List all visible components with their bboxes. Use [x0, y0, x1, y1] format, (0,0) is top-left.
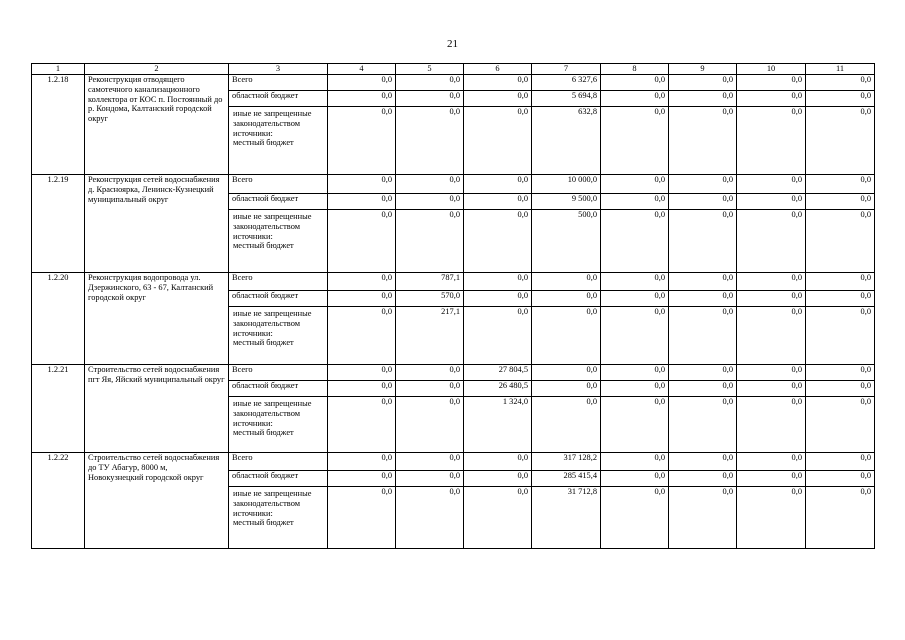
amount-cell: 0,0 [737, 107, 806, 175]
amount-cell: 0,0 [464, 471, 532, 487]
local-budget-label: местный бюджет [233, 241, 294, 251]
amount-cell: 0,0 [601, 487, 669, 549]
amount-cell: 0,0 [601, 210, 669, 273]
amount-cell: 787,1 [396, 273, 464, 291]
local-budget-label: местный бюджет [233, 138, 294, 148]
amount-cell: 0,0 [328, 381, 396, 397]
funding-total-label: Всего [229, 453, 328, 471]
funding-total-label: Всего [229, 273, 328, 291]
item-code: 1.2.21 [32, 365, 85, 453]
amount-cell: 0,0 [601, 307, 669, 365]
regional-budget-label: областной бюджет [229, 291, 328, 307]
amount-cell: 0,0 [737, 365, 806, 381]
amount-cell: 0,0 [328, 487, 396, 549]
amount-cell: 0,0 [806, 75, 875, 91]
item-name: Строительство сетей водоснабжения до ТУ Абагур, 8000 м, Новокузнецкий городской округ [85, 453, 229, 549]
amount-cell: 0,0 [669, 365, 737, 381]
amount-cell: 1 324,0 [464, 397, 532, 453]
item-code: 1.2.18 [32, 75, 85, 175]
amount-cell: 0,0 [532, 273, 601, 291]
amount-cell: 317 128,2 [532, 453, 601, 471]
amount-cell: 0,0 [601, 194, 669, 210]
amount-cell: 0,0 [328, 107, 396, 175]
amount-cell: 0,0 [396, 381, 464, 397]
amount-cell: 0,0 [669, 91, 737, 107]
item-code: 1.2.22 [32, 453, 85, 549]
amount-cell: 0,0 [669, 194, 737, 210]
amount-cell: 0,0 [396, 75, 464, 91]
amount-cell: 0,0 [464, 307, 532, 365]
amount-cell: 0,0 [669, 291, 737, 307]
amount-cell: 0,0 [737, 210, 806, 273]
amount-cell: 31 712,8 [532, 487, 601, 549]
amount-cell: 0,0 [806, 307, 875, 365]
amount-cell: 0,0 [464, 91, 532, 107]
other-sources-label: иные не запрещенные законодательством источники: [233, 212, 312, 241]
amount-cell: 0,0 [601, 471, 669, 487]
amount-cell: 0,0 [464, 194, 532, 210]
amount-cell: 0,0 [737, 194, 806, 210]
amount-cell: 285 415,4 [532, 471, 601, 487]
amount-cell: 0,0 [669, 307, 737, 365]
amount-cell: 0,0 [806, 107, 875, 175]
amount-cell: 0,0 [737, 453, 806, 471]
amount-cell: 0,0 [669, 471, 737, 487]
amount-cell: 0,0 [669, 453, 737, 471]
column-number: 7 [532, 64, 601, 75]
item-name: Реконструкция сетей водоснабжения д. Красноярка, Ленинск-Кузнецкий муниципальный округ [85, 175, 229, 273]
amount-cell: 0,0 [396, 365, 464, 381]
amount-cell: 0,0 [806, 365, 875, 381]
amount-cell: 0,0 [601, 365, 669, 381]
amount-cell: 0,0 [532, 397, 601, 453]
amount-cell: 0,0 [737, 273, 806, 291]
other-sources-label: иные не запрещенные законодательством источники: [233, 309, 312, 338]
amount-cell: 0,0 [737, 487, 806, 549]
amount-cell: 0,0 [806, 291, 875, 307]
regional-budget-label: областной бюджет [229, 194, 328, 210]
amount-cell: 0,0 [328, 210, 396, 273]
column-number: 6 [464, 64, 532, 75]
amount-cell: 10 000,0 [532, 175, 601, 194]
amount-cell: 0,0 [806, 471, 875, 487]
amount-cell: 0,0 [737, 175, 806, 194]
table-row [32, 365, 875, 381]
amount-cell: 0,0 [601, 397, 669, 453]
amount-cell: 0,0 [601, 75, 669, 91]
amount-cell: 0,0 [328, 365, 396, 381]
page-number: 21 [447, 38, 458, 50]
table-row [32, 453, 875, 471]
amount-cell: 0,0 [669, 397, 737, 453]
amount-cell: 217,1 [396, 307, 464, 365]
column-number: 5 [396, 64, 464, 75]
column-number: 10 [737, 64, 806, 75]
amount-cell: 0,0 [328, 291, 396, 307]
amount-cell: 0,0 [328, 91, 396, 107]
amount-cell: 0,0 [328, 194, 396, 210]
amount-cell: 0,0 [601, 381, 669, 397]
amount-cell: 0,0 [396, 471, 464, 487]
amount-cell: 0,0 [464, 453, 532, 471]
other-sources-label: иные не запрещенные законодательством источники: [233, 399, 312, 428]
amount-cell: 0,0 [669, 175, 737, 194]
amount-cell: 0,0 [464, 75, 532, 91]
amount-cell: 0,0 [737, 397, 806, 453]
item-code: 1.2.20 [32, 273, 85, 365]
amount-cell: 0,0 [669, 487, 737, 549]
amount-cell: 6 327,6 [532, 75, 601, 91]
local-budget-label: местный бюджет [233, 518, 294, 528]
amount-cell: 0,0 [669, 210, 737, 273]
amount-cell: 5 694,8 [532, 91, 601, 107]
funding-source-other-local [229, 307, 328, 365]
amount-cell: 0,0 [737, 91, 806, 107]
amount-cell: 0,0 [806, 273, 875, 291]
local-budget-label: местный бюджет [233, 428, 294, 438]
amount-cell: 0,0 [396, 487, 464, 549]
amount-cell: 0,0 [396, 175, 464, 194]
amount-cell: 0,0 [396, 397, 464, 453]
column-number-row [32, 64, 875, 75]
amount-cell: 0,0 [737, 471, 806, 487]
amount-cell: 0,0 [328, 453, 396, 471]
column-number: 1 [32, 64, 85, 75]
amount-cell: 0,0 [464, 107, 532, 175]
amount-cell: 0,0 [806, 453, 875, 471]
table-body [32, 64, 875, 549]
amount-cell: 0,0 [464, 210, 532, 273]
funding-source-other-local [229, 210, 328, 273]
column-number: 11 [806, 64, 875, 75]
other-sources-label: иные не запрещенные законодательством источники: [233, 489, 312, 518]
table-row [32, 75, 875, 91]
amount-cell: 0,0 [601, 91, 669, 107]
amount-cell: 0,0 [806, 487, 875, 549]
amount-cell: 570,0 [396, 291, 464, 307]
item-code: 1.2.19 [32, 175, 85, 273]
amount-cell: 500,0 [532, 210, 601, 273]
column-number: 8 [601, 64, 669, 75]
amount-cell: 0,0 [601, 107, 669, 175]
amount-cell: 0,0 [669, 107, 737, 175]
amount-cell: 0,0 [532, 307, 601, 365]
regional-budget-label: областной бюджет [229, 471, 328, 487]
amount-cell: 0,0 [806, 175, 875, 194]
amount-cell: 0,0 [669, 381, 737, 397]
column-number: 3 [229, 64, 328, 75]
budget-table [31, 63, 875, 549]
table-row [32, 175, 875, 194]
amount-cell: 0,0 [464, 487, 532, 549]
amount-cell: 0,0 [737, 307, 806, 365]
item-name: Строительство сетей водоснабжения пгт Яя, Яйский муниципальный округ [85, 365, 229, 453]
funding-total-label: Всего [229, 365, 328, 381]
amount-cell: 0,0 [464, 175, 532, 194]
amount-cell: 0,0 [601, 175, 669, 194]
amount-cell: 0,0 [601, 291, 669, 307]
amount-cell: 0,0 [532, 291, 601, 307]
amount-cell: 0,0 [396, 453, 464, 471]
amount-cell: 0,0 [532, 381, 601, 397]
amount-cell: 27 804,5 [464, 365, 532, 381]
amount-cell: 0,0 [328, 75, 396, 91]
item-name: Реконструкция отводящего самотечного канализационного коллектора от КОС п. Постоянный до р. Кондома, Калтанский городской округ [85, 75, 229, 175]
amount-cell: 0,0 [669, 75, 737, 91]
amount-cell: 0,0 [328, 471, 396, 487]
funding-source-other-local [229, 397, 328, 453]
table-row [32, 273, 875, 291]
amount-cell: 0,0 [806, 194, 875, 210]
amount-cell: 9 500,0 [532, 194, 601, 210]
amount-cell: 0,0 [328, 397, 396, 453]
amount-cell: 0,0 [396, 210, 464, 273]
amount-cell: 0,0 [806, 210, 875, 273]
funding-source-other-local [229, 107, 328, 175]
amount-cell: 26 480,5 [464, 381, 532, 397]
amount-cell: 0,0 [464, 291, 532, 307]
amount-cell: 0,0 [532, 365, 601, 381]
column-number: 4 [328, 64, 396, 75]
amount-cell: 0,0 [396, 194, 464, 210]
amount-cell: 0,0 [464, 273, 532, 291]
funding-source-other-local [229, 487, 328, 549]
funding-total-label: Всего [229, 175, 328, 194]
amount-cell: 0,0 [601, 273, 669, 291]
amount-cell: 632,8 [532, 107, 601, 175]
amount-cell: 0,0 [328, 273, 396, 291]
regional-budget-label: областной бюджет [229, 381, 328, 397]
column-number: 9 [669, 64, 737, 75]
amount-cell: 0,0 [737, 381, 806, 397]
amount-cell: 0,0 [328, 307, 396, 365]
amount-cell: 0,0 [328, 175, 396, 194]
column-number: 2 [85, 64, 229, 75]
regional-budget-label: областной бюджет [229, 91, 328, 107]
funding-total-label: Всего [229, 75, 328, 91]
amount-cell: 0,0 [396, 91, 464, 107]
local-budget-label: местный бюджет [233, 338, 294, 348]
amount-cell: 0,0 [737, 75, 806, 91]
other-sources-label: иные не запрещенные законодательством источники: [233, 109, 312, 138]
amount-cell: 0,0 [806, 91, 875, 107]
amount-cell: 0,0 [396, 107, 464, 175]
amount-cell: 0,0 [806, 381, 875, 397]
amount-cell: 0,0 [737, 291, 806, 307]
item-name: Реконструкция водопровода ул. Дзержинского, 63 - 67, Калтанский городской округ [85, 273, 229, 365]
amount-cell: 0,0 [669, 273, 737, 291]
amount-cell: 0,0 [806, 397, 875, 453]
amount-cell: 0,0 [601, 453, 669, 471]
